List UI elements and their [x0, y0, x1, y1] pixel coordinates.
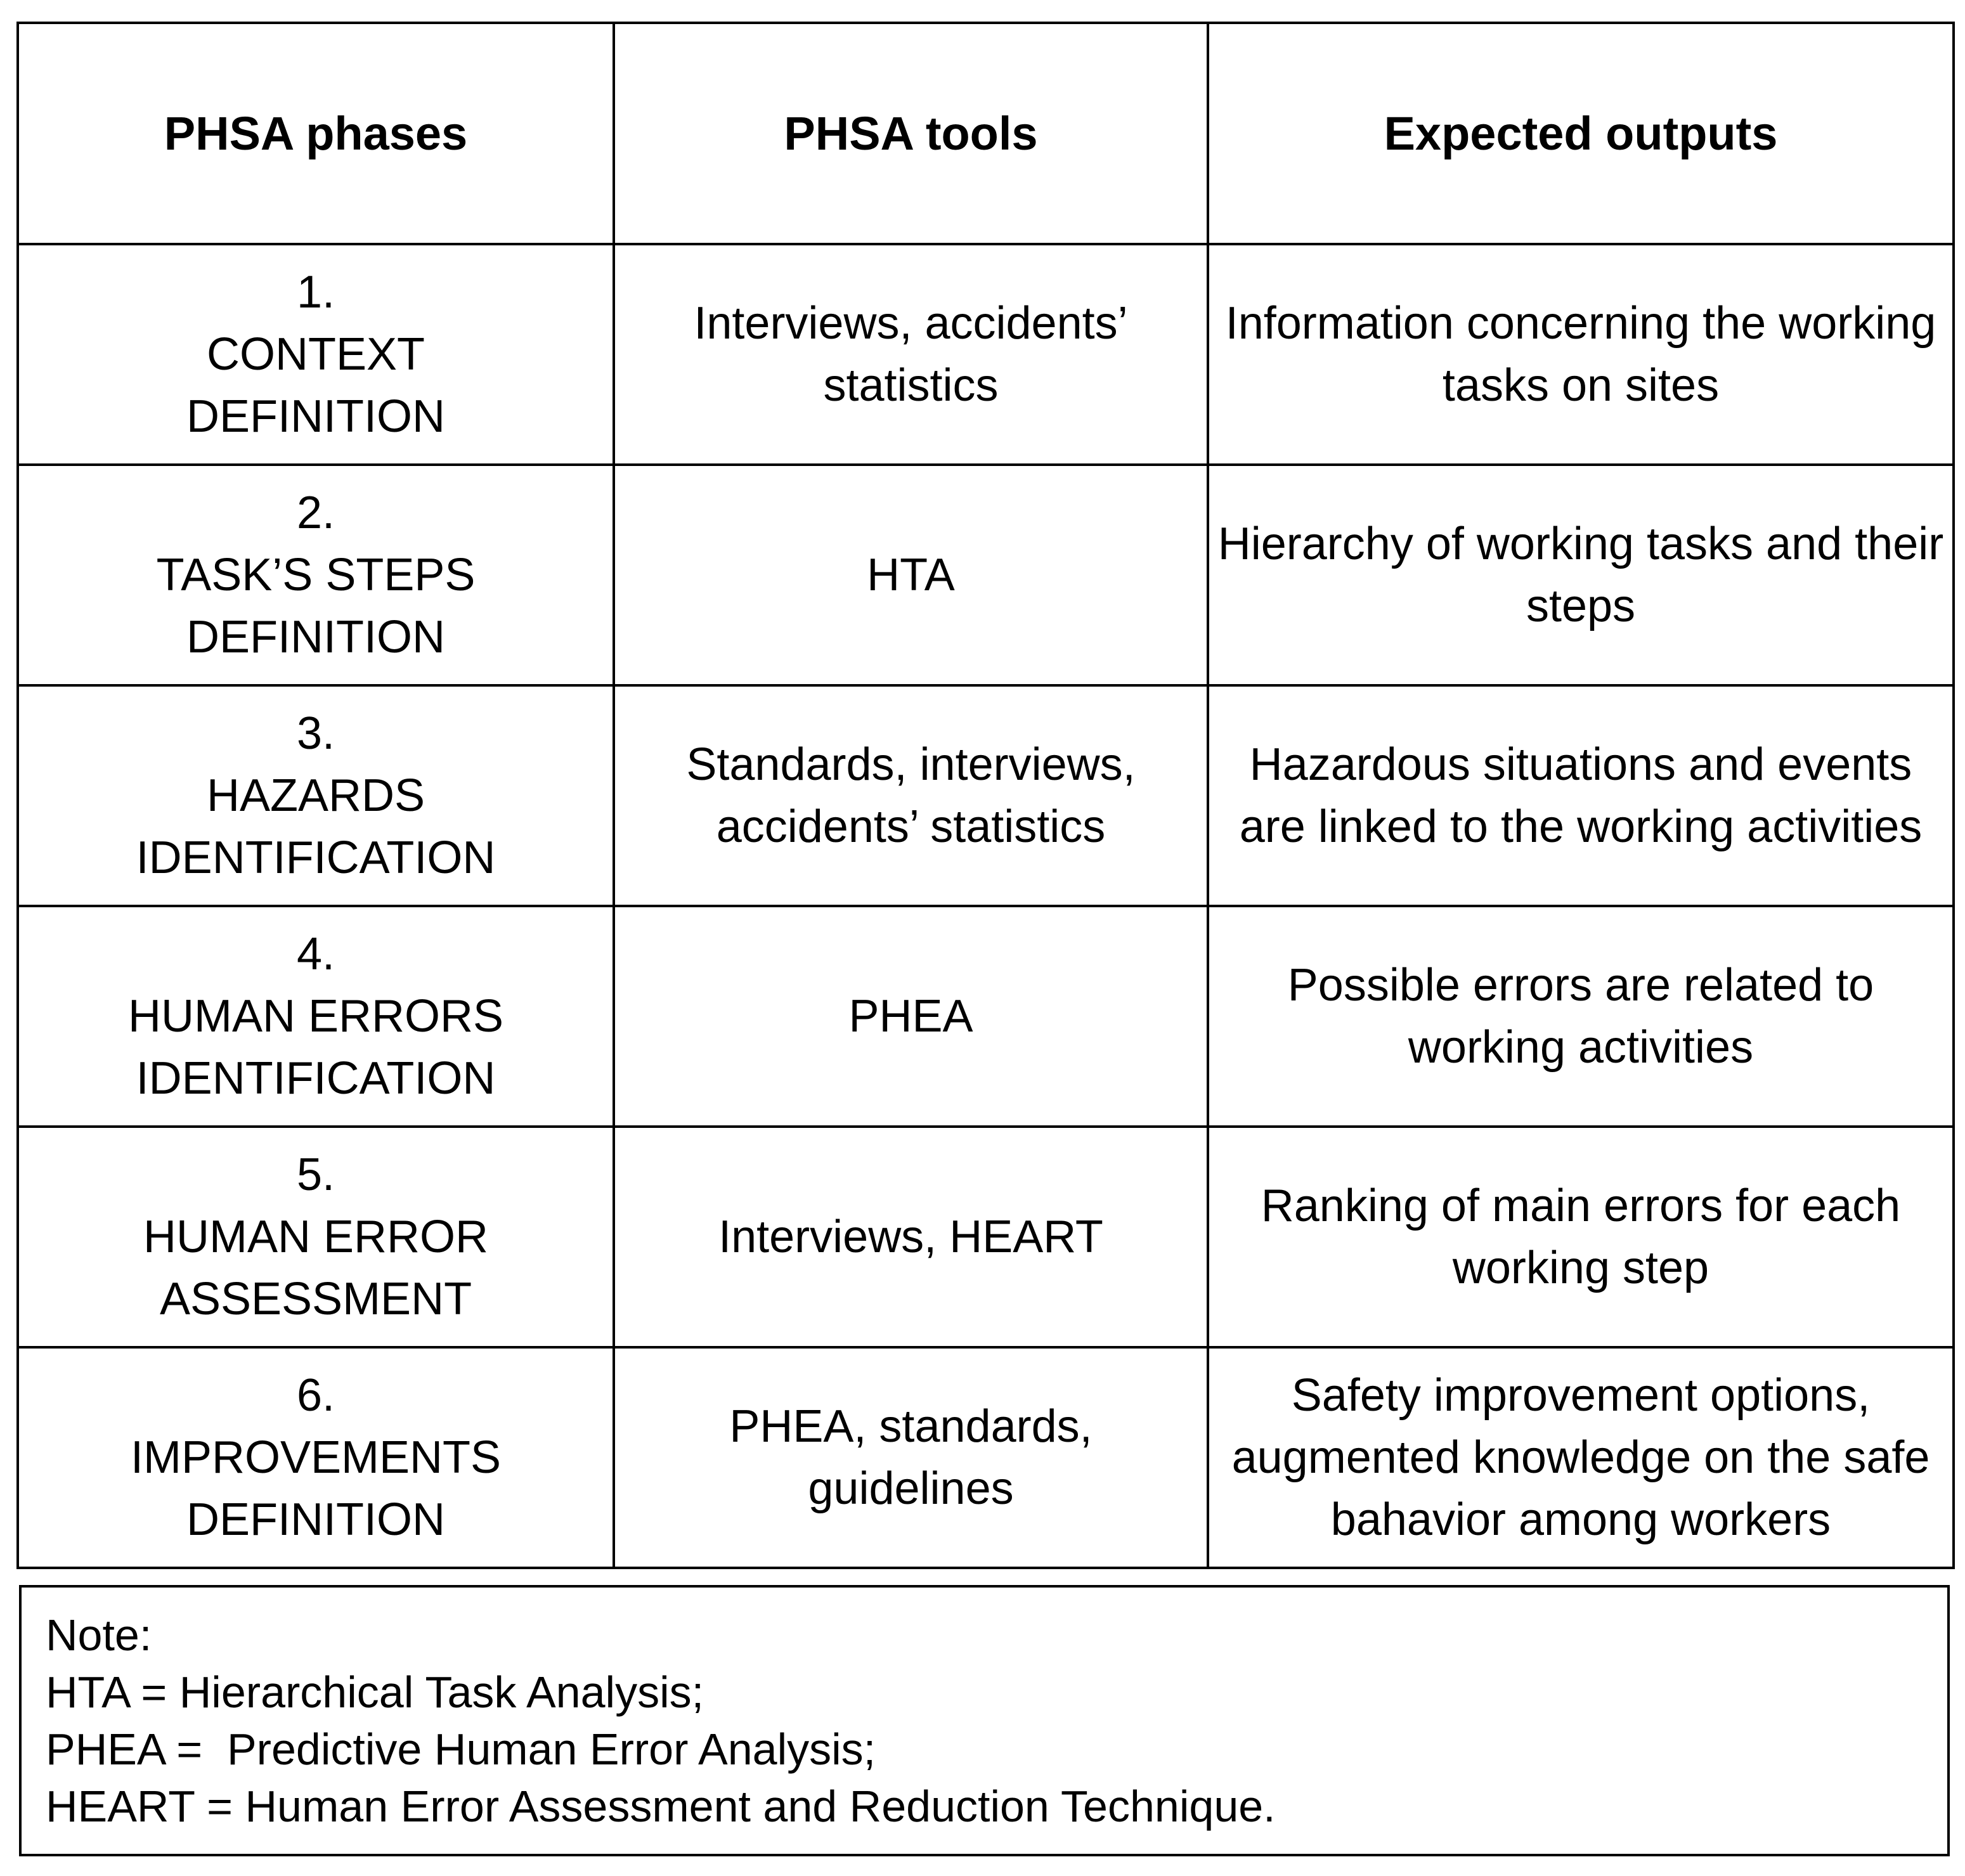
outputs-cell: Hierarchy of working tasks and their steps: [1208, 465, 1954, 685]
table-row: [18, 1347, 1954, 1568]
phase-name: HUMAN ERRORS IDENTIFICATION: [127, 991, 504, 1104]
note-title: Note:: [46, 1610, 152, 1660]
phase-cell: [18, 1347, 614, 1568]
phase-number: 2.: [296, 488, 335, 538]
tools-cell: HTA: [614, 465, 1208, 685]
note-line-hta: HTA = Hierarchical Task Analysis;: [46, 1667, 704, 1717]
outputs-cell: Hazardous situations and events are linked to the working activities: [1208, 685, 1954, 906]
phase-name: HAZARDS IDENTIFICATION: [136, 770, 496, 883]
table-row: [18, 244, 1954, 465]
table-row: [18, 465, 1954, 685]
outputs-cell: Safety improvement options, augmented knowledge on the safe bahavior among workers: [1208, 1347, 1954, 1568]
tools-cell: PHEA, standards, guidelines: [614, 1347, 1208, 1568]
tools-cell: Standards, interviews, accidents’ statistics: [614, 685, 1208, 906]
phase-name: HUMAN ERROR ASSESSMENT: [143, 1212, 488, 1324]
outputs-cell: Possible errors are related to working activities: [1208, 906, 1954, 1127]
header-row: [18, 23, 1954, 244]
table-row: [18, 1127, 1954, 1347]
outputs-cell: Information concerning the working tasks on sites: [1208, 244, 1954, 465]
phase-name: IMPROVEMENTS DEFINITION: [130, 1432, 502, 1545]
note-line-heart: HEART = Human Error Assessment and Reduction Technique.: [46, 1782, 1276, 1831]
phase-number: 3.: [296, 708, 335, 759]
header-tools: PHSA tools: [614, 23, 1208, 244]
header-outputs: Expected outputs: [1208, 23, 1954, 244]
phase-number: 4.: [296, 929, 335, 980]
phase-cell: [18, 906, 614, 1127]
phsa-table: [16, 22, 1955, 1569]
phase-cell: [18, 244, 614, 465]
tools-cell: PHEA: [614, 906, 1208, 1127]
header-phases: PHSA phases: [18, 23, 614, 244]
phase-cell: [18, 465, 614, 685]
phase-name: CONTEXT DEFINITION: [186, 329, 445, 442]
phase-name: TASK’S STEPS DEFINITION: [156, 550, 476, 663]
phase-cell: [18, 685, 614, 906]
note-box: [19, 1585, 1950, 1856]
note-line-phea: PHEA = Predictive Human Error Analysis;: [46, 1724, 876, 1774]
phase-cell: [18, 1127, 614, 1347]
phase-number: 5.: [296, 1149, 335, 1200]
phase-number: 6.: [296, 1370, 335, 1421]
tools-cell: Interviews, accidents’ statistics: [614, 244, 1208, 465]
phase-number: 1.: [296, 267, 335, 318]
table-row: [18, 685, 1954, 906]
tools-cell: Interviews, HEART: [614, 1127, 1208, 1347]
table-row: [18, 906, 1954, 1127]
outputs-cell: Ranking of main errors for each working step: [1208, 1127, 1954, 1347]
